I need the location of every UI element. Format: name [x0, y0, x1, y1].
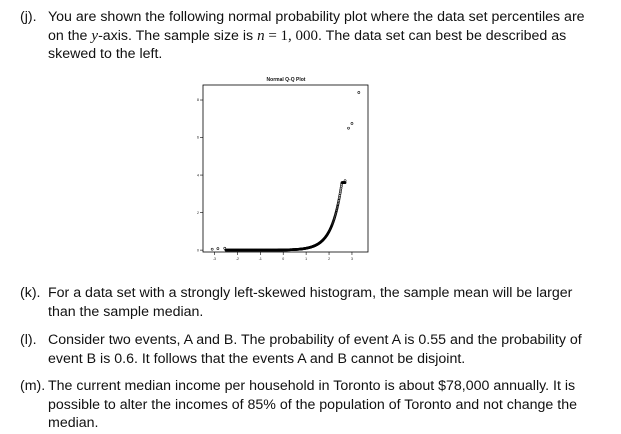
x-tick-label: 2 [328, 257, 331, 261]
data-point-outlier [347, 127, 349, 129]
x-tick-label: -3 [212, 257, 217, 261]
y-tick-label: 4 [197, 173, 199, 178]
y-tick-label: 2 [197, 210, 199, 215]
x-tick-label: 0 [282, 257, 285, 261]
question-l-label: (l). [20, 332, 37, 348]
plot-frame [203, 85, 368, 252]
chart-title: Normal Q-Q Plot [266, 77, 306, 83]
y-tick-label: 0 [197, 248, 199, 253]
x-tick-label: 1 [305, 257, 308, 261]
n-variable: n [257, 27, 265, 44]
data-point-outlier [211, 248, 213, 250]
data-point-outlier [358, 91, 360, 93]
y-tick-label: 8 [197, 98, 199, 103]
x-tick-label: -2 [235, 257, 239, 261]
question-j-text: You are shown the following normal probability plot where the data set percentiles are on the y-axis. The sample size is n = 1, 000. The data set can best be described as skewed to the left. [48, 9, 585, 62]
question-j-label: (j). [20, 9, 37, 25]
normal-qq-plot [190, 74, 370, 274]
y-variable: y [91, 27, 99, 44]
question-l-text: Consider two events, A and B. The probability of event A is 0.55 and the probability of event B is 0.6. It follows that the events A and B cannot be disjoint. [48, 332, 582, 367]
n-value: 1, 000 [280, 27, 319, 44]
data-point-outlier [224, 247, 226, 249]
y-tick-label: 6 [197, 135, 199, 140]
question-k-text: For a data set with a strongly left-skewed histogram, the sample mean will be larger than the sample median. [48, 285, 573, 320]
question-m-label: (m). [20, 378, 46, 394]
question-m-text: The current median income per household in Toronto is about $78,000 annually. It is possible to alter the incomes of 85% of the population of Toronto and not change the median. [48, 378, 577, 431]
x-tick-label: 3 [350, 257, 353, 261]
x-tick-label: -1 [258, 257, 262, 261]
question-k-label: (k). [20, 285, 41, 301]
data-point-outlier [217, 248, 219, 250]
data-point-outlier [351, 122, 353, 124]
